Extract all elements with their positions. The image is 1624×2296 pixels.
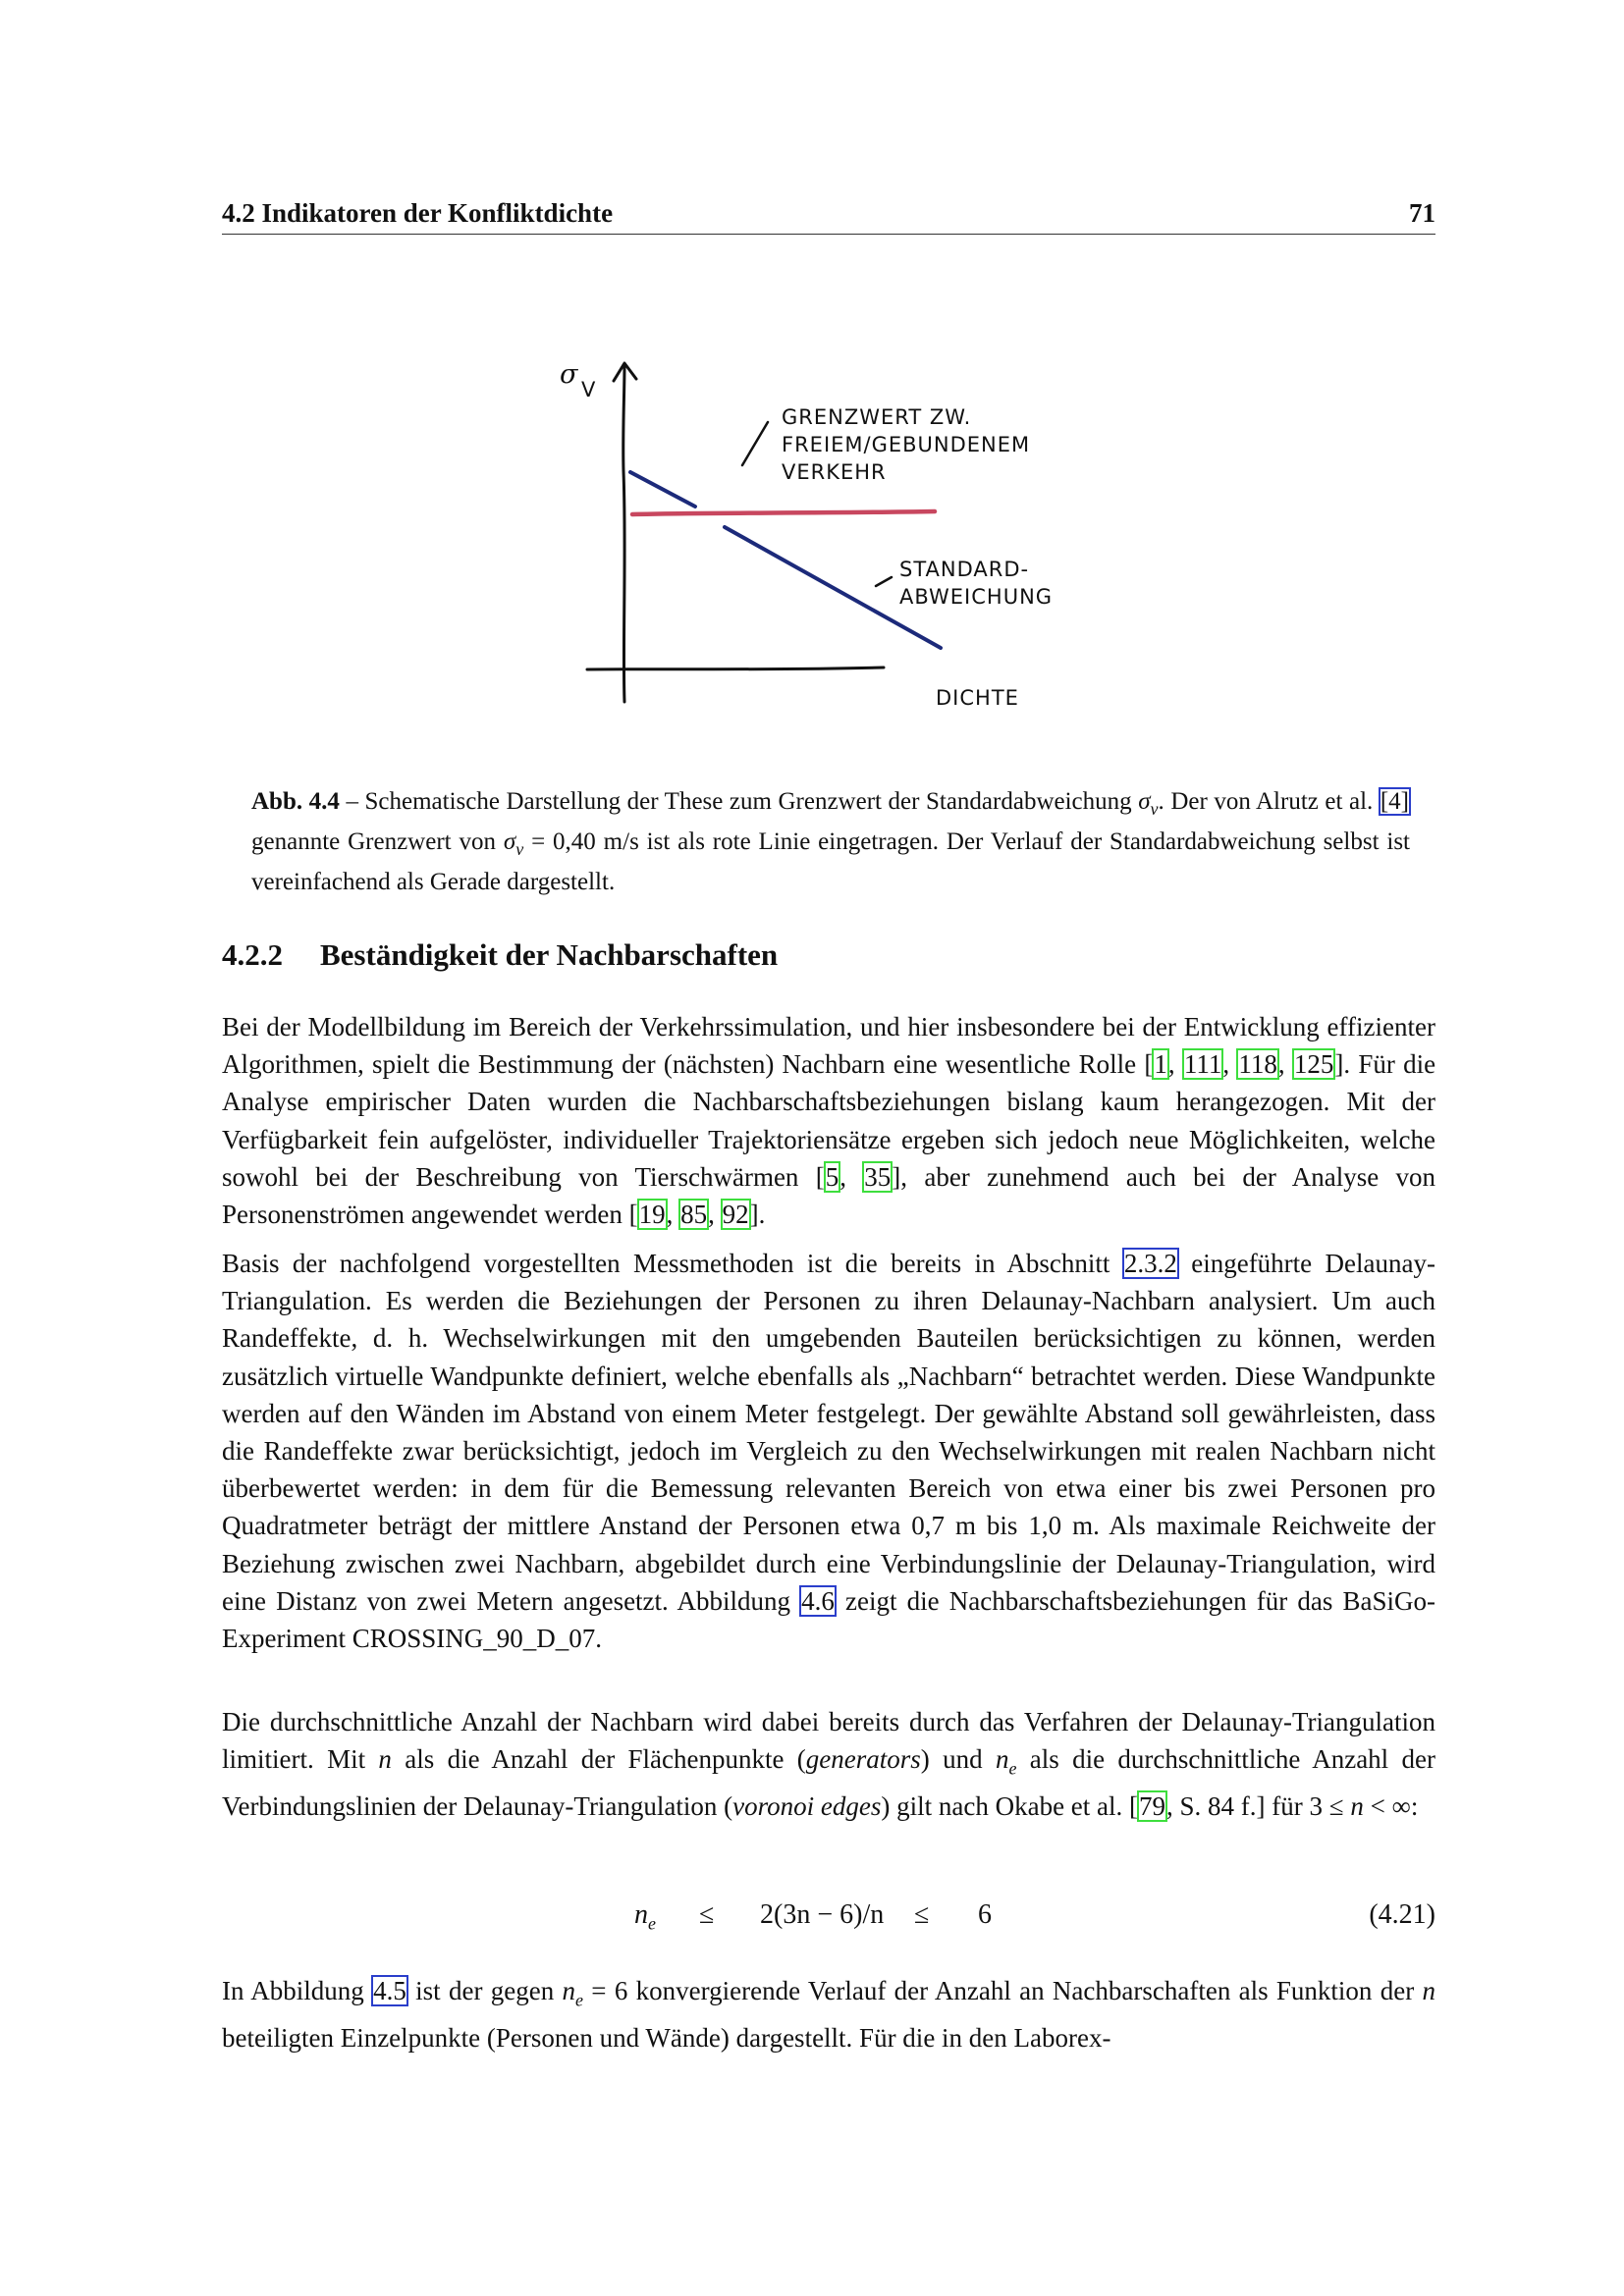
citation-link[interactable]: [4] bbox=[1380, 788, 1409, 815]
x-axis bbox=[587, 667, 884, 669]
citation-link[interactable]: 35 bbox=[864, 1161, 892, 1192]
threshold-annotation-3: VERKEHR bbox=[782, 460, 887, 484]
std-annotation-2: ABWEICHUNG bbox=[899, 585, 1054, 609]
paragraph-4: In Abbildung 4.5 ist der gegen $n_e = 6$ konvergierende Verlauf der Anzahl an Nachbarschaften als Funktion der n beteiligten Einzelpunkte (Personen und Wände) dargestellt. Für die in den Laborex- bbox=[222, 1976, 1435, 2053]
figure-ref-link[interactable]: 4.5 bbox=[373, 1976, 406, 2005]
paragraph-2: Basis der nachfolgend vorgestellten Messmethoden ist die bereits in Abschnitt 2.3.2 eingeführte Delaunay-Triangulation. Es werden die Beziehungen der Personen zu ihren Delaunay-Nachbarn analysiert. Um auch Randeffekte, d. h. Wechselwirkungen mit den umgebenden Bauteilen berücksichtigen zu können, werden zusätzlich virtuelle Wandpunkte definiert, welche ebenfalls als „Nachbarn“ betrachtet werden. Diese Wandpunkte werden auf den Wänden im Abstand von einem Meter festgelegt. Der gewählte Abstand soll gewährleisten, dass die Randeffekte zwar berücksichtigt, jedoch im Vergleich zu den Wechselwirkungen mit realen Nachbarn nicht überbewertet werden: in dem für die Bemessung relevanten Bereich von etwa einer bis zwei Personen pro Quadratmeter beträgt der mittlere Anstand der Personen etwa 0,7 m bis 1,0 m. Als maximale Reichweite der Beziehung zwischen zwei Nachbarn, abgebildet durch eine Verbindungslinie der Delaunay-Triangulation, wird eine Distanz von zwei Metern angesetzt. Abbildung 4.6 zeigt die Nachbarschaftsbeziehungen für das BaSiGo-Experiment CROSSING_90_D_07. bbox=[222, 1249, 1436, 1654]
section-ref-link[interactable]: 2.3.2 bbox=[1123, 1249, 1177, 1278]
equation-4-21 bbox=[222, 1899, 1435, 1939]
equation-number: (4.21) bbox=[1369, 1899, 1435, 1930]
std-pointer bbox=[876, 577, 892, 586]
figure-svg bbox=[560, 353, 1070, 726]
figure-sketch bbox=[560, 353, 1070, 726]
citation-link[interactable]: 19 bbox=[638, 1200, 666, 1230]
figure-ref-link[interactable]: 4.6 bbox=[801, 1585, 835, 1616]
threshold-annotation-1: GRENZWERT ZW. bbox=[782, 405, 972, 429]
section-number: 4.2.2 bbox=[222, 937, 283, 972]
citation-link[interactable]: 118 bbox=[1238, 1049, 1277, 1080]
threshold-line bbox=[632, 511, 935, 514]
citation-link[interactable]: 5 bbox=[825, 1161, 839, 1192]
y-axis-label: σ bbox=[560, 359, 578, 390]
equation-relation: ≤ bbox=[914, 1899, 930, 1930]
citation-link[interactable]: 125 bbox=[1293, 1049, 1334, 1080]
caption-label: Abb. 4.4 bbox=[251, 788, 340, 815]
page-number: 71 bbox=[1409, 198, 1435, 228]
citation-link[interactable]: 79 bbox=[1139, 1790, 1166, 1821]
paragraph-3: Die durchschnittliche Anzahl der Nachbarn wird dabei bereits durch das Verfahren der Delaunay-Triangulation limitiert. Mit n als die Anzahl der Flächenpunkte (generators) und $n_e$ als die durchschnittliche Anzahl der Verbindungslinien der Delaunay-Triangulation (voronoi edges) gilt nach Okabe et al. [79, S. 84 f.] für 3 ≤ n < ∞: bbox=[222, 1707, 1435, 1821]
citation-link[interactable]: 92 bbox=[722, 1200, 749, 1230]
section-title: Beständigkeit der Nachbarschaften bbox=[320, 937, 779, 972]
figure-caption: Abb. 4.4 – Schematische Darstellung der These zum Grenzwert der Standardabweichung $\sigma_v$. Der von Alrutz et al. [4] genannte Grenzwert von $\sigma_v = 0,40$ m/s ist als rote Linie eingetragen. Der Verlauf der Standardabweichung selbst ist vereinfachend als Gerade dargestellt. bbox=[251, 788, 1411, 895]
equation-rhs: 6 bbox=[978, 1899, 992, 1930]
equation-relation: ≤ bbox=[699, 1899, 715, 1930]
running-title: 4.2 Indikatoren der Konfliktdichte bbox=[222, 198, 614, 228]
citation-link[interactable]: 111 bbox=[1183, 1049, 1222, 1080]
y-axis-label-sub: V bbox=[581, 378, 597, 401]
equation-middle: 2(3n − 6)/n bbox=[760, 1899, 885, 1930]
citation-link[interactable]: 1 bbox=[1154, 1049, 1167, 1080]
section-heading bbox=[222, 937, 778, 973]
citation-link[interactable]: 85 bbox=[680, 1200, 708, 1230]
threshold-pointer bbox=[742, 422, 768, 465]
page-header bbox=[222, 192, 1435, 235]
threshold-annotation-2: FREIEM/GEBUNDENEM bbox=[782, 433, 1031, 456]
std-dev-line bbox=[630, 472, 695, 507]
std-annotation-1: STANDARD- bbox=[899, 558, 1030, 581]
paragraph-1: Bei der Modellbildung im Bereich der Verkehrssimulation, und hier insbesondere bei der Entwicklung effizienter Algorithmen, spielt die Bestimmung der (nächsten) Nachbarn eine wesentliche Rolle [1, 111, 118, 125]. Für die Analyse empirischer Daten wurden die Nachbarschaftsbeziehungen bislang kaum herangezogen. Mit der Verfügbarkeit fein aufgelöster, individueller Trajektoriensätze ergeben sich jedoch neue Möglichkeiten, welche sowohl bei der Beschreibung von Tierschwärmen [5, 35], aber zunehmend auch bei der Analyse von Personenströmen angewendet werden [19, 85, 92]. bbox=[222, 1012, 1436, 1230]
y-axis bbox=[623, 365, 624, 702]
x-axis-label: DICHTE bbox=[936, 686, 1019, 710]
equation-lhs: $n_e$ bbox=[634, 1899, 656, 1934]
